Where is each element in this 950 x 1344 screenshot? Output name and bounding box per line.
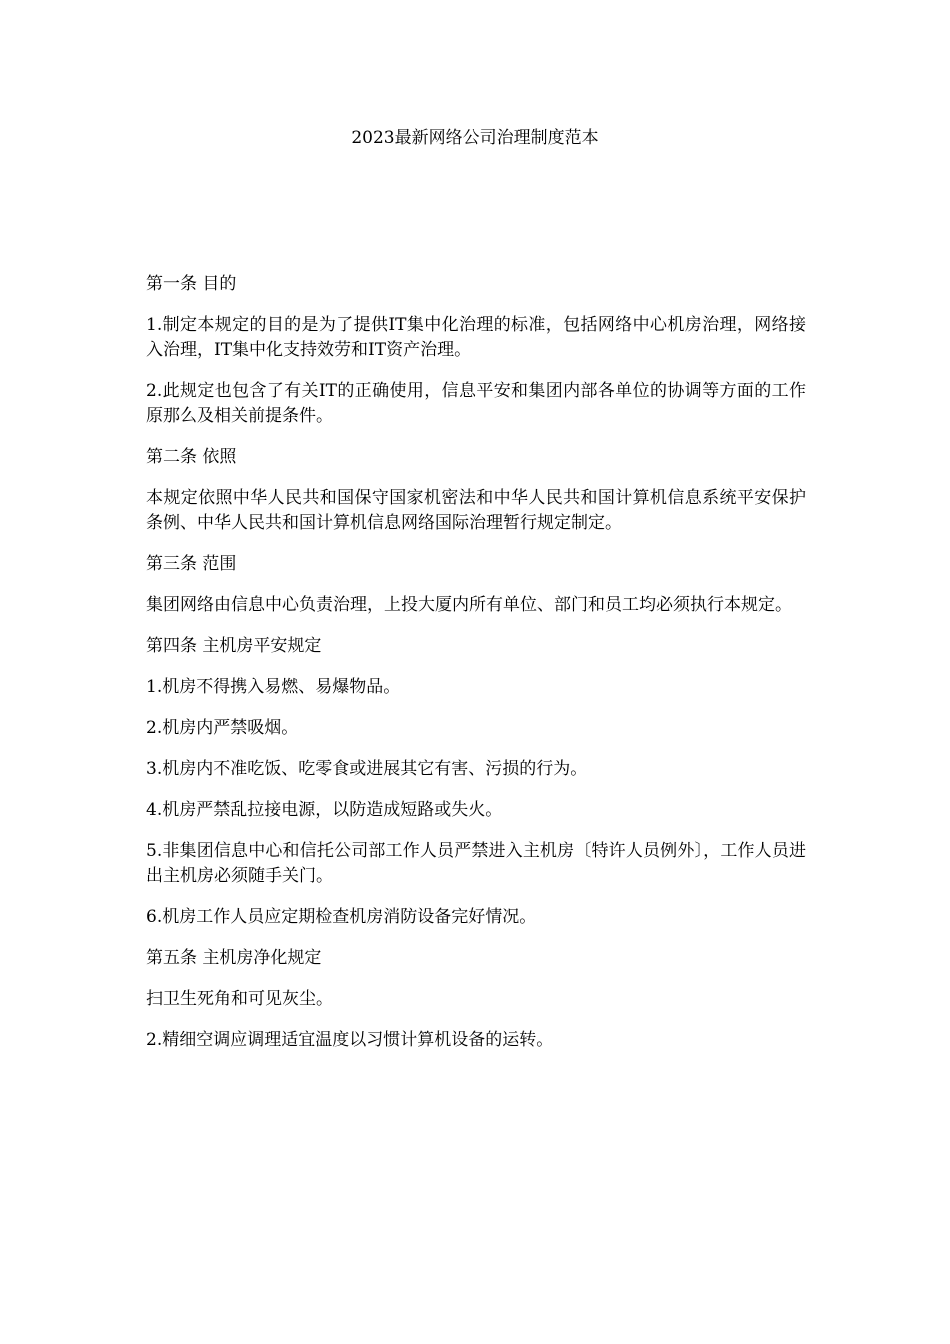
list-item: 扫卫生死角和可见灰尘。 xyxy=(146,989,333,1009)
list-item: 2.精细空调应调理适宜温度以习惯计算机设备的运转。 xyxy=(146,1030,554,1050)
list-item: 5.非集团信息中心和信托公司部工作人员严禁进入主机房〔特许人员例外〕，工作人员进出主机房必须随手关门。 xyxy=(146,841,806,886)
paragraph: 集团网络由信息中心负责治理，上投大厦内所有单位、部门和员工均必须执行本规定。 xyxy=(146,595,792,615)
paragraph: 1.制定本规定的目的是为了提供IT集中化治理的标准，包括网络中心机房治理，网络接入治理，IT集中化支持效劳和IT资产治理。 xyxy=(146,315,806,360)
section-heading: 第五条 主机房净化规定 xyxy=(146,948,322,968)
section-heading: 第三条 范围 xyxy=(146,554,237,574)
document-title: 2023最新网络公司治理制度范本 xyxy=(351,128,599,148)
list-item: 6.机房工作人员应定期检查机房消防设备完好情况。 xyxy=(146,907,537,927)
paragraph: 本规定依照中华人民共和国保守国家机密法和中华人民共和国计算机信息系统平安保护条例、中华人民共和国计算机信息网络国际治理暂行规定制定。 xyxy=(146,488,806,533)
list-item: 1.机房不得携入易燃、易爆物品。 xyxy=(146,677,401,697)
document-body xyxy=(146,272,806,1069)
list-item: 2.机房内严禁吸烟。 xyxy=(146,718,299,738)
list-item: 4.机房严禁乱拉接电源，以防造成短路或失火。 xyxy=(146,800,503,820)
paragraph: 2.此规定也包含了有关IT的正确使用，信息平安和集团内部各单位的协调等方面的工作原那么及相关前提条件。 xyxy=(146,381,806,426)
list-item: 3.机房内不准吃饭、吃零食或进展其它有害、污损的行为。 xyxy=(146,759,588,779)
section-heading: 第四条 主机房平安规定 xyxy=(146,636,322,656)
section-heading: 第一条 目的 xyxy=(146,274,237,294)
section-heading: 第二条 依照 xyxy=(146,447,237,467)
